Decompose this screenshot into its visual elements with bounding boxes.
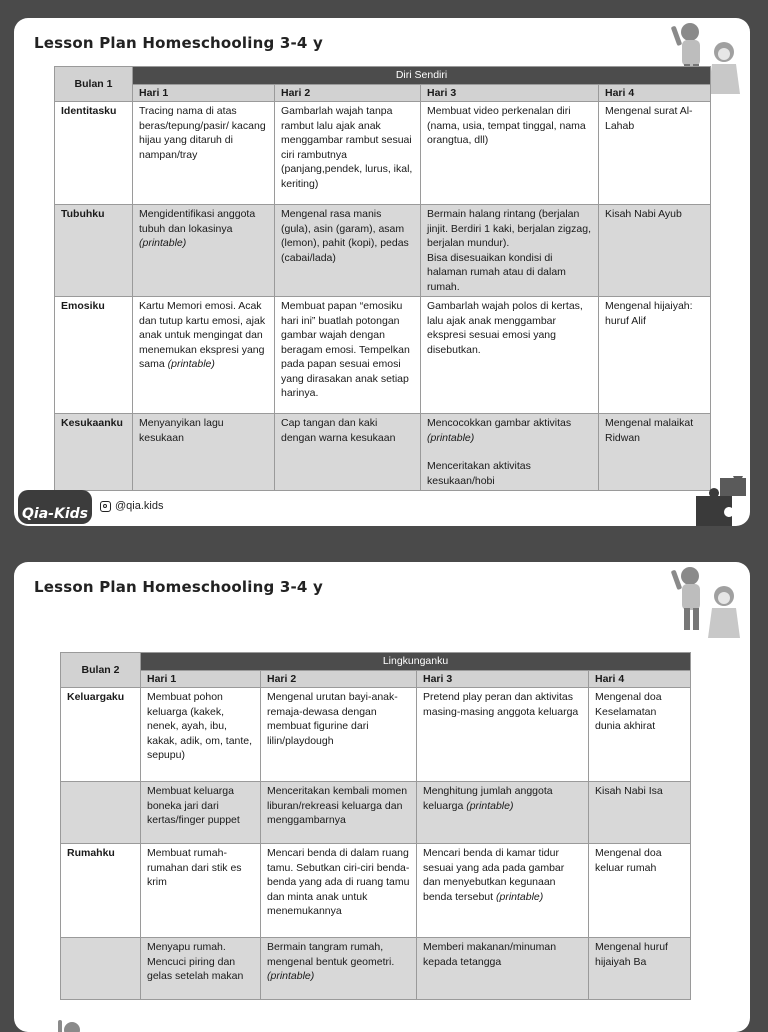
activity-cell: Mengenal malaikat Ridwan (599, 414, 711, 491)
day-header: Hari 1 (141, 670, 261, 688)
puzzle-icon (690, 476, 748, 526)
activity-cell (421, 414, 599, 491)
day-header: Hari 1 (133, 84, 275, 102)
topic-cell: Identitasku (55, 102, 133, 205)
month-label: Bulan 2 (61, 653, 141, 688)
activity-cell: Gambarlah wajah tanpa rambut lalu ajak anak menggambar rambut sesuai ciri rambutnya (panjang,pendek, lurus, ikal, keriting) (275, 102, 421, 205)
activity-cell: Membuat pohon keluarga (kakek, nenek, ayah, ibu, kakak, adik, om, tante, sepupu) (141, 688, 261, 782)
instagram-icon (100, 501, 111, 512)
activity-cell: Mengenal doa Keselamatan dunia akhirat (589, 688, 691, 782)
month-label: Bulan 1 (55, 67, 133, 102)
activity-cell: Membuat papan “emosiku hari ini” buatlah potongan gambar wajah dengan beragam emosi. Tempelkan pada papan sesuai emosi yang dirasakan anak setiap harinya. (275, 297, 421, 414)
children-illustration (654, 562, 744, 644)
activity-cell: Mengenal huruf hijaiyah Ba (589, 938, 691, 1000)
day-header: Hari 2 (261, 670, 417, 688)
theme-header: Diri Sendiri (133, 67, 711, 85)
activity-text: Bermain tangram rumah, mengenal bentuk geometri. (267, 941, 395, 968)
activity-text: Mencocokkan gambar aktivitas (427, 417, 572, 429)
activity-cell: Menceritakan kembali momen liburan/rekreasi keluarga dan menggambarnya (261, 782, 417, 844)
topic-cell (61, 782, 141, 844)
activity-text: Mencari benda di kamar tidur sesuai yang ada pada gambar dan menyebutkan kegunaan benda tersebut (423, 847, 565, 903)
activity-cell: Cap tangan dan kaki dengan warna kesukaan (275, 414, 421, 491)
activity-cell: Mencari benda di dalam ruang tamu. Sebutkan ciri-ciri benda-benda yang ada di ruang tamu dan minta anak untuk menemukannya (261, 844, 417, 938)
topic-cell: Keluargaku (61, 688, 141, 782)
theme-header: Lingkunganku (141, 653, 691, 671)
table-row (55, 205, 711, 297)
day-header: Hari 2 (275, 84, 421, 102)
printable-note: (printable) (495, 890, 544, 903)
day-header: Hari 4 (589, 670, 691, 688)
activity-cell: Membuat video perkenalan diri (nama, usia, tempat tinggal, nama orangtua, dll) (421, 102, 599, 205)
activity-cell: Membuat rumah-rumahan dari stik es krim (141, 844, 261, 938)
activity-cell: Memberi makanan/minuman kepada tetangga (417, 938, 589, 1000)
activity-cell (417, 844, 589, 938)
table-row (61, 938, 691, 1000)
table-row (61, 844, 691, 938)
activity-cell: Tracing nama di atas beras/tepung/pasir/ kacang hijau yang ditaruh di nampan/tray (133, 102, 275, 205)
activity-cell (417, 782, 589, 844)
activity-cell: Pretend play peran dan aktivitas masing-masing anggota keluarga (417, 688, 589, 782)
instagram-handle-text: @qia.kids (115, 500, 164, 512)
activity-cell: Mengenal doa keluar rumah (589, 844, 691, 938)
activity-cell: Kisah Nabi Isa (589, 782, 691, 844)
activity-text: Bermain halang rintang (berjalan jinjit. Berdiri 1 kaki, berjalan zigzag, berjalan mundur). (427, 208, 591, 249)
document-page-2 (14, 562, 750, 1032)
activity-text: Menghitung jumlah anggota keluarga (423, 785, 553, 812)
activity-cell: Menyapu rumah. Mencuci piring dan gelas setelah makan (141, 938, 261, 1000)
instagram-handle (100, 500, 163, 512)
lesson-plan-table (54, 66, 711, 491)
topic-cell: Rumahku (61, 844, 141, 938)
child-illustration (52, 1016, 92, 1032)
activity-extra: Menceritakan aktivitas kesukaan/hobi (427, 460, 531, 487)
activity-cell (133, 297, 275, 414)
table-row (61, 688, 691, 782)
printable-note (427, 431, 592, 446)
day-header: Hari 3 (417, 670, 589, 688)
activity-extra: Bisa disesuaikan kondisi di halaman rumah atau di dalam rumah. (427, 251, 566, 293)
lesson-plan-table (60, 652, 691, 1000)
printable-note: (printable) (167, 358, 215, 370)
activity-cell: Mengenal urutan bayi-anak-remaja-dewasa dengan membuat figurine dari lilin/playdough (261, 688, 417, 782)
day-header: Hari 4 (599, 84, 711, 102)
activity-cell: Membuat keluarga boneka jari dari kertas/finger puppet (141, 782, 261, 844)
page-footer (14, 490, 750, 526)
page-title: Lesson Plan Homeschooling 3-4 y (34, 34, 323, 52)
qia-kids-logo: Qia-Kids (18, 490, 92, 524)
activity-cell: Gambarlah wajah polos di kertas, lalu ajak anak menggambar ekspresi sesuai emosi yang disebutkan. (421, 297, 599, 414)
table-row (55, 297, 711, 414)
topic-cell (61, 938, 141, 1000)
document-page-1 (14, 18, 750, 526)
activity-cell (421, 205, 599, 297)
activity-cell (261, 938, 417, 1000)
printable-note: (printable) (466, 799, 514, 812)
topic-cell: Kesukaanku (55, 414, 133, 491)
activity-cell: Mengenal hijaiyah: huruf Alif (599, 297, 711, 414)
printable-note: (printable) (267, 970, 315, 982)
activity-cell (133, 205, 275, 297)
topic-cell: Tubuhku (55, 205, 133, 297)
day-header: Hari 3 (421, 84, 599, 102)
activity-text: Kartu Memori emosi. Acak dan tutup kartu emosi, ajak anak untuk mengingat dan menemukan ekspresi yang sama (139, 300, 266, 370)
activity-cell: Menyanyikan lagu kesukaan (133, 414, 275, 491)
topic-cell: Emosiku (55, 297, 133, 414)
activity-text: Mengidentifikasi anggota tubuh dan lokasinya (139, 208, 256, 235)
table-row (55, 414, 711, 491)
activity-cell: Mengenal surat Al-Lahab (599, 102, 711, 205)
table-row (55, 102, 711, 205)
page-title: Lesson Plan Homeschooling 3-4 y (34, 578, 323, 596)
printable-note-text: (printable) (427, 431, 475, 444)
activity-cell: Kisah Nabi Ayub (599, 205, 711, 297)
table-row (61, 782, 691, 844)
activity-cell: Mengenal rasa manis (gula), asin (garam), asam (lemon), pahit (kopi), pedas (cabai/lada) (275, 205, 421, 297)
printable-note: (printable) (139, 237, 187, 249)
